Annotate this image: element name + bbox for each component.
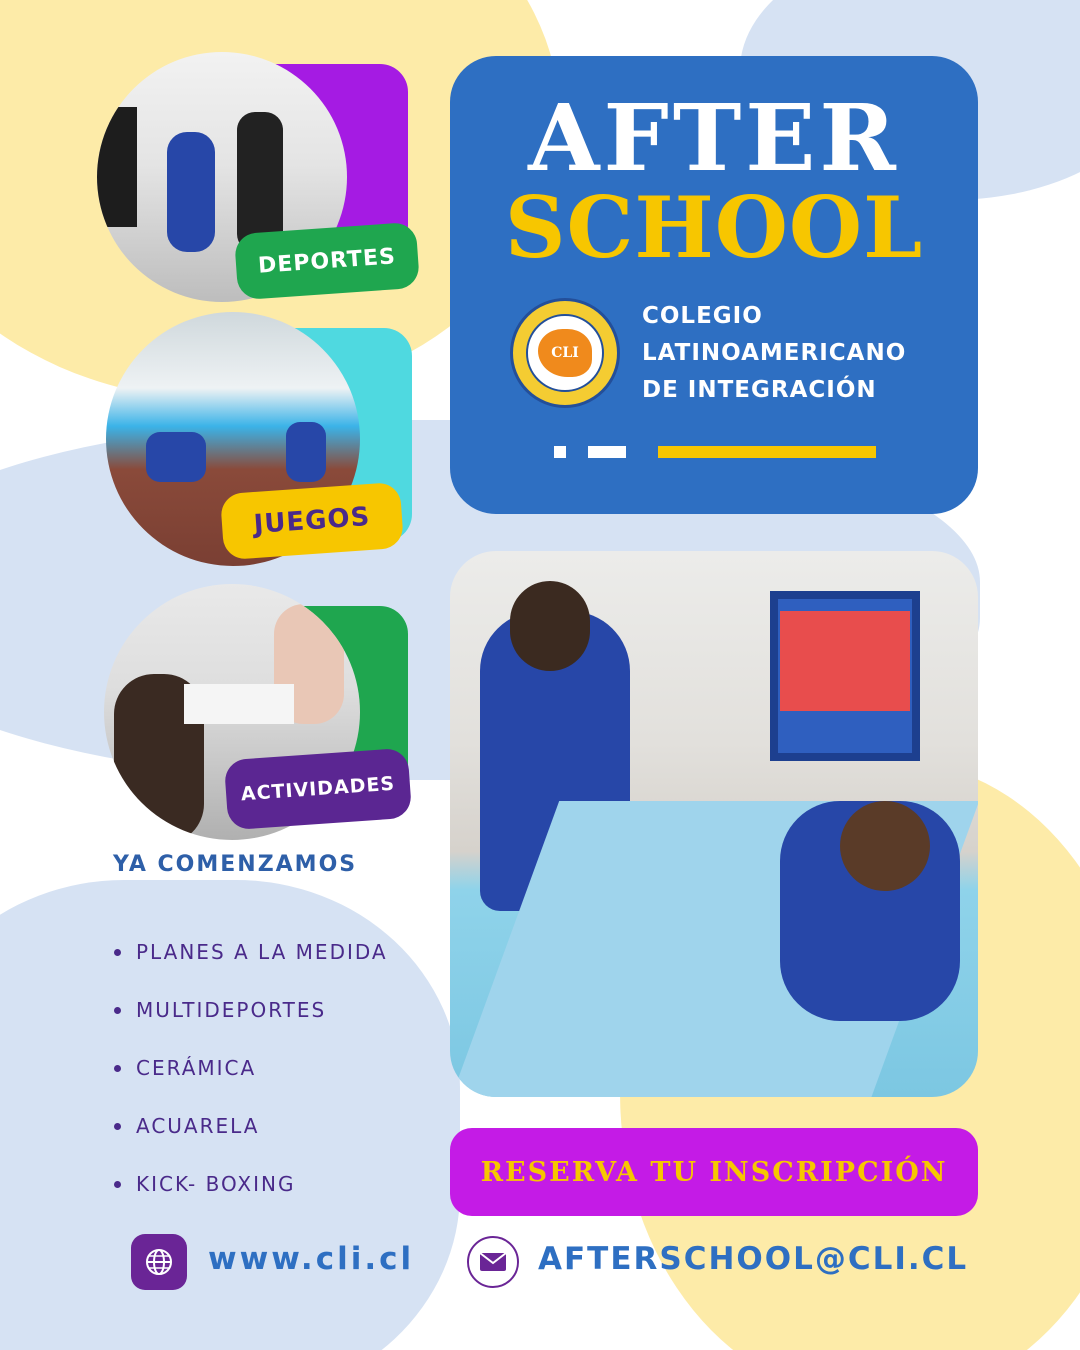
list-item: CERÁMICA xyxy=(112,1054,442,1112)
website-link[interactable]: www.cli.cl xyxy=(208,1241,415,1277)
activity-list xyxy=(112,938,442,1228)
school-logo xyxy=(510,298,620,408)
dash-medium xyxy=(588,446,626,458)
reserve-registration-button[interactable]: RESERVA TU INSCRIPCIÓN xyxy=(450,1128,978,1216)
juegos-label: JUEGOS xyxy=(220,482,404,560)
main-classroom-photo xyxy=(450,551,978,1097)
bullet-dot xyxy=(114,949,121,956)
bullet-dot xyxy=(114,1181,121,1188)
list-item: MULTIDEPORTES xyxy=(112,996,442,1054)
title-school: SCHOOL xyxy=(504,178,924,277)
title-card xyxy=(450,56,978,514)
list-heading: YA COMENZAMOS xyxy=(113,852,358,877)
actividades-label: ACTIVIDADES xyxy=(224,748,412,831)
logo-text: CLI xyxy=(551,345,579,361)
bullet-dot xyxy=(114,1065,121,1072)
school-name-line1: COLEGIO xyxy=(642,303,763,329)
deportes-label: DEPORTES xyxy=(234,222,420,301)
bullet-dot xyxy=(114,1123,121,1130)
dash-short xyxy=(554,446,566,458)
dash-yellow xyxy=(658,446,876,458)
list-item: PLANES A LA MEDIDA xyxy=(112,938,442,996)
school-name xyxy=(642,298,962,409)
school-name-line3: DE INTEGRACIÓN xyxy=(642,377,877,403)
list-item: ACUARELA xyxy=(112,1112,442,1170)
title-after: AFTER xyxy=(528,84,900,192)
list-item: KICK- BOXING xyxy=(112,1170,442,1228)
school-name-line2: LATINOAMERICANO xyxy=(642,340,907,366)
dove-icon xyxy=(538,329,592,377)
globe-icon[interactable] xyxy=(131,1234,187,1290)
envelope-icon[interactable] xyxy=(467,1236,519,1288)
email-link[interactable]: AFTERSCHOOL@CLI.CL xyxy=(538,1241,969,1277)
bullet-dot xyxy=(114,1007,121,1014)
